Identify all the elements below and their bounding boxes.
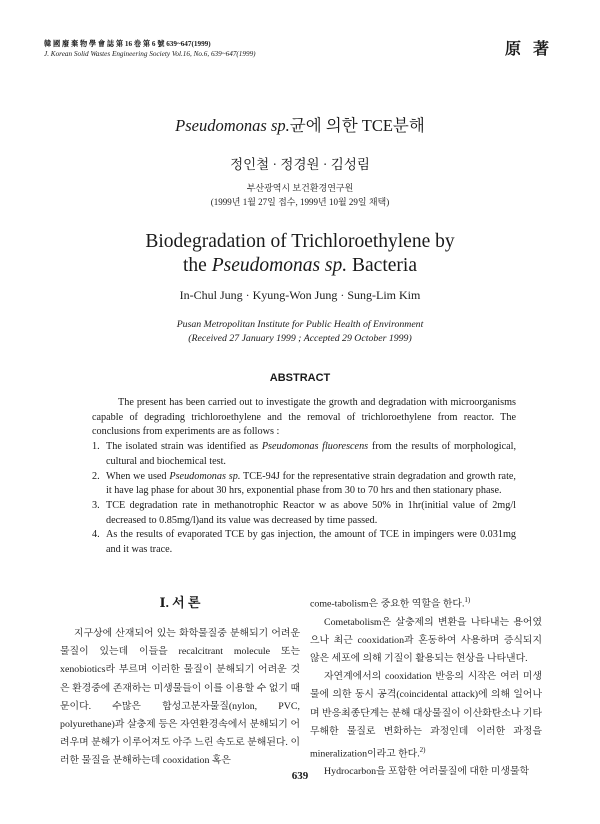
abstract-conclusions — [92, 440, 516, 558]
abstract-item-number: 4. — [92, 529, 100, 541]
english-title-prefix: the — [183, 255, 212, 276]
korean-dates: (1999년 1월 27일 접수, 1999년 10월 29일 채택) — [210, 197, 390, 207]
article-type-badge: 原 著 — [505, 41, 554, 58]
reference-marker: 2) — [419, 745, 426, 754]
english-title — [0, 230, 600, 278]
english-title-line2 — [0, 254, 600, 278]
abstract-item-text: TCE-94J for the representative strain degradation and growth rate, it have lag phase for about 30 hrs, exponential phase from 30 to 70 hrs and then stationary phase. — [106, 470, 516, 497]
english-affiliation — [0, 318, 600, 346]
korean-authors: 정인철 · 정경원 · 김성림 — [230, 157, 370, 172]
abstract-item-number: 3. — [92, 499, 100, 511]
abstract-item-organism: Pseudomonas fluorescens — [261, 441, 369, 453]
left-column — [60, 625, 300, 771]
abstract-item-text: The isolated strain was identified as — [106, 441, 262, 453]
section-heading-introduction: Ⅰ. 서 론 — [159, 595, 201, 610]
abstract-item-text: When we used — [106, 470, 170, 482]
right-column — [310, 591, 542, 782]
korean-institution: 부산광역시 보건환경연구원 — [246, 183, 354, 193]
abstract-item-text: from the results of morphological, cultural and biochemical test. — [106, 441, 516, 467]
right-column-paragraph-2: Cometabolism은 살충제의 변환을 나타내는 용어였으나 최근 cooxidation과 혼동하여 사용하며 증식되지 않은 세포에 의해 기질이 활용되는 현상을 나타낸다. — [310, 616, 542, 664]
abstract-item — [92, 470, 516, 499]
abstract-item-number: 1. — [92, 441, 100, 453]
abstract-item-organism: Pseudomonas sp. — [169, 470, 241, 482]
right-column-paragraph-1 — [310, 591, 542, 614]
paragraph-text: come-tabolism은 중요한 역할을 한다. — [310, 598, 465, 610]
english-title-organism: Pseudomonas sp. — [211, 255, 348, 276]
english-authors: In-Chul Jung · Kyung-Won Jung · Sung-Lim Kim — [179, 288, 421, 302]
abstract-item — [92, 528, 516, 557]
journal-english-line: J. Korean Solid Wastes Engineering Society Vol.16, No.6, 639~647(1999) — [44, 49, 256, 58]
english-title-suffix: Bacteria — [347, 255, 417, 276]
abstract-body — [92, 396, 516, 558]
korean-affiliation — [0, 181, 600, 209]
page-number: 639 — [291, 770, 309, 782]
abstract-intro: The present has been carried out to investigate the growth and degradation with microorganisms capable of degrading trichloroethylene and the removal of trichloroethylene from reactor. The conclusions from experiments are as follows : — [92, 397, 516, 438]
paragraph-text: 자연계에서의 cooxidation 반응의 시작은 여러 미생물에 의한 동시 공격(coincidental attack)에 의해 일어나며 반응최종단계는 분해 대상물질이 이산화탄소나 기타 무해한 물질로 변화하는 과정인데 이러한 과정을 mineralization이라고 한다. — [310, 671, 542, 760]
abstract-item-text: As the results of evaporated TCE by gas injection, the amount of TCE in impingers were 0.031mg and it was trace. — [106, 529, 516, 556]
korean-title-rest: 균에 의한 TCE분해 — [289, 116, 425, 135]
english-dates: (Received 27 January 1999 ; Accepted 29 October 1999) — [188, 333, 412, 344]
right-column-paragraph-4: Hydrocarbon을 포함한 여러물질에 대한 미생물학 — [324, 766, 530, 778]
abstract-heading: ABSTRACT — [269, 372, 331, 384]
english-title-line1: Biodegradation of Trichloroethylene by — [145, 231, 455, 252]
left-column-paragraph: 지구상에 산재되어 있는 화학물질중 분해되기 어려운 물질이 있는데 이들을 recalcitrant molecule 또는 xenobiotics라 부르며 이러한 물질이 분해되기 어려운 것은 환경중에 존재하는 미생물들이 이를 이용할 수 없기 때문이다. 수많은 합성고분자물질(nylon, PVC, polyurethane)과 살충제 등은 자연환경속에서 분해되기 어려우며 분해가 이루어져도 아주 느린 속도로 분해된다. 이러한 물질을 분해하는데 cooxidation 혹은 — [60, 628, 300, 767]
abstract-item-text: TCE degradation rate in methanotrophic Reactor w as above 50% in 1hr(initial value of 2mg/l decreased to 0.85mg/l)and its value was decreased by time passed. — [106, 499, 516, 526]
abstract-item — [92, 499, 516, 528]
reference-marker: 1) — [464, 596, 471, 604]
english-institution: Pusan Metropolitan Institute for Public Health of Environment — [176, 319, 424, 330]
right-column-paragraph-3 — [310, 668, 542, 763]
journal-header — [44, 40, 256, 59]
abstract-item-number: 2. — [92, 470, 100, 482]
korean-title — [0, 112, 600, 136]
korean-title-organism: Pseudomonas sp. — [175, 116, 290, 135]
journal-korean-line: 韓 國 廢 棄 物 學 會 誌 第 16 卷 第 6 號 639~647(1999) — [44, 40, 211, 48]
abstract-item — [92, 440, 516, 469]
